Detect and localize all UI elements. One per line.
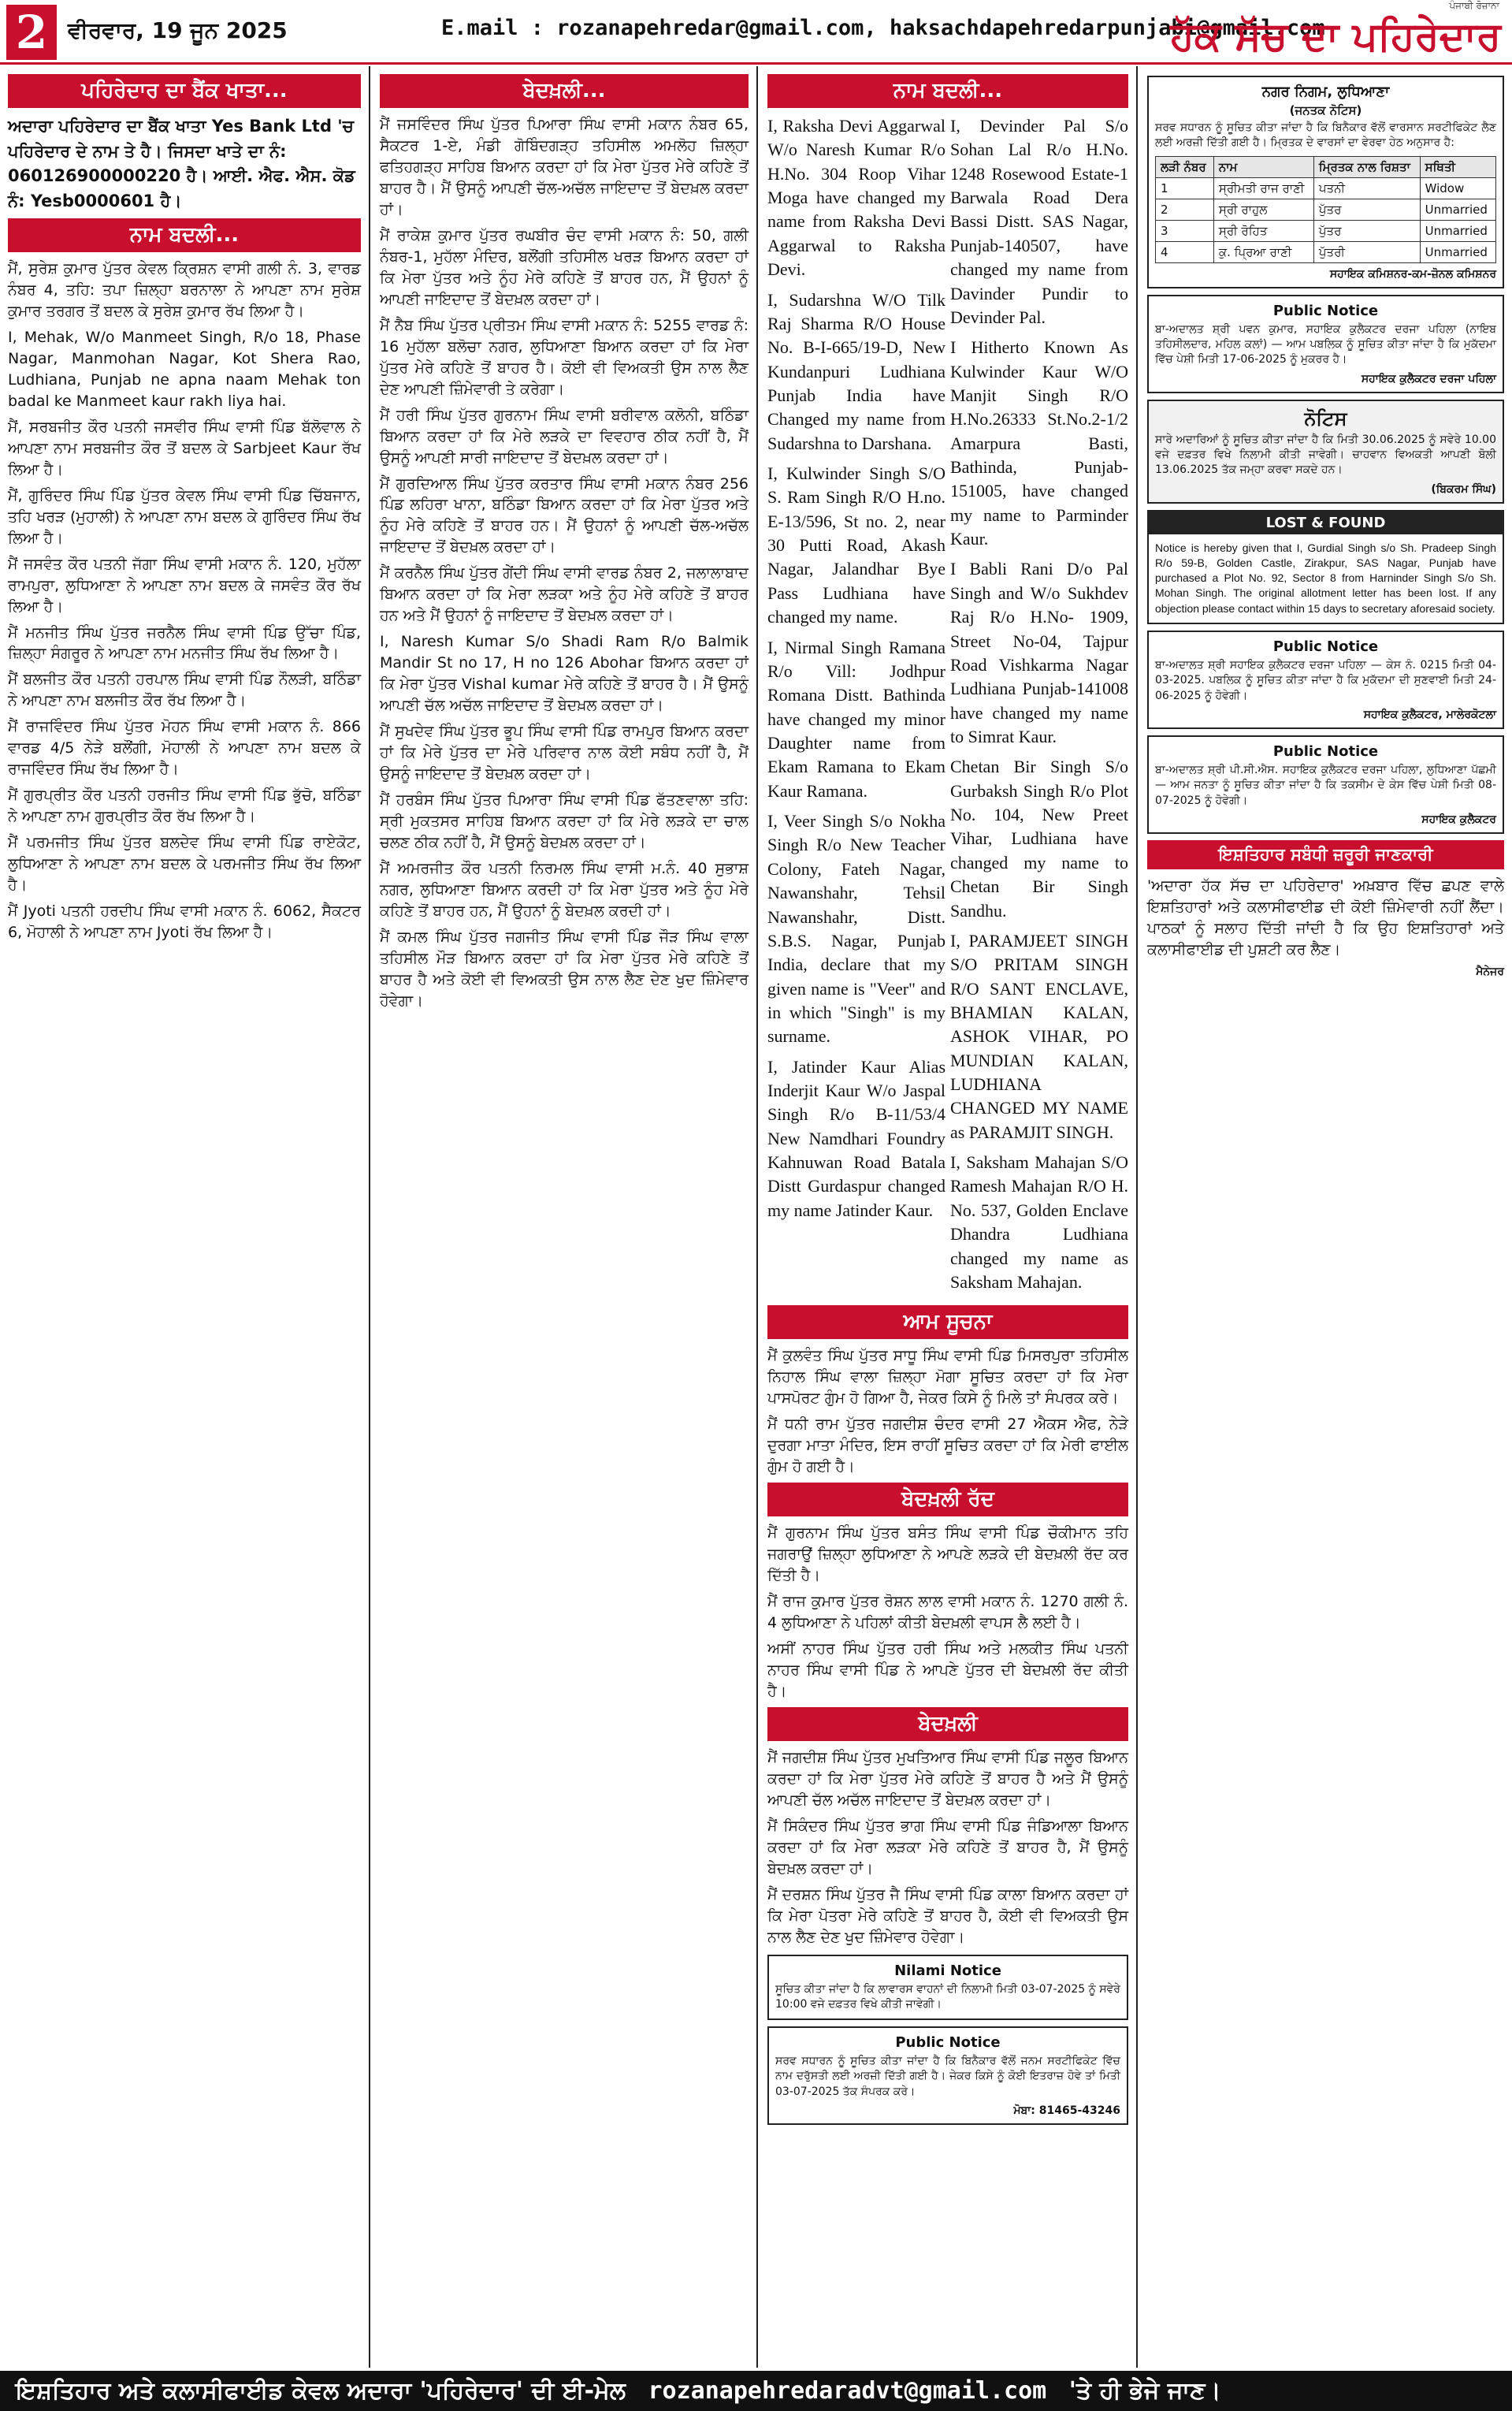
table-cell: ਪੁੱਤਰੀ: [1313, 241, 1420, 262]
list-item: ਮੈਂ ਮਨਜੀਤ ਸਿੰਘ ਪੁੱਤਰ ਜਰਨੈਲ ਸਿੰਘ ਵਾਸੀ ਪਿੰਡ ਉੱਚਾ ਪਿੰਡ, ਜ਼ਿਲ੍ਹਾ ਸੰਗਰੂਰ ਨੇ ਆਪਣਾ ਨਾਮ ਮਨਜੀਤ ਸਿੰਘ ਰੱਖ ਲਿਆ ਹੈ।: [8, 623, 361, 663]
court-notice-sign: ਸਹਾਇਕ ਕੁਲੈਕਟਰ ਦਰਜਾ ਪਹਿਲਾ: [1361, 372, 1496, 385]
table-row: [1156, 199, 1496, 220]
list-item: I, Saksham Mahajan S/O Ramesh Mahajan R/O H. No. 537, Golden Enclave Dhandra Ludhiana changed my name as Saksham Mahajan.: [950, 1152, 1128, 1292]
general-notice-heading: ਆਮ ਸੂਚਨਾ: [767, 1305, 1128, 1339]
newspaper-logo: ਹੱਕ ਸੱਚ ਦਾ ਪਹਿਰੇਦਾਰ: [1170, 13, 1501, 59]
advertising-info-sign: ਮੈਨੇਜਰ: [1476, 965, 1504, 978]
table-cell: ਕੁ. ਪ੍ਰਿਆ ਰਾਣੀ: [1213, 241, 1313, 262]
footer-left-text: ਇਸ਼ਤਿਹਾਰ ਅਤੇ ਕਲਾਸੀਫਾਈਡ ਕੇਵਲ ਅਦਾਰਾ 'ਪਹਿਰੇਦਾਰ' ਦੀ ਈ-ਮੇਲ: [16, 2377, 626, 2405]
list-item: I, Veer Singh S/o Nokha Singh R/o New Teacher Colony, Fateh Nagar, Nawanshahr, Tehsil Nawanshahr, Distt. S.B.S. Nagar, Punjab India, declare that my given name is "Veer" and in which "Singh" is my surname.: [767, 811, 945, 1047]
table-cell: ਸ੍ਰੀਮਤੀ ਰਾਜ ਰਾਣੀ: [1213, 177, 1313, 199]
auction-notice-text: ਸਾਰੇ ਅਦਾਰਿਆਂ ਨੂੰ ਸੂਚਿਤ ਕੀਤਾ ਜਾਂਦਾ ਹੈ ਕਿ ਮਿਤੀ 30.06.2025 ਨੂੰ ਸਵੇਰੇ 10.00 ਵਜੇ ਦਫ਼ਤਰ ਵਿਖੇ ਨਿਲਾਮੀ ਕੀਤੀ ਜਾਵੇਗੀ। ਚਾਹਵਾਨ ਵਿਅਕਤੀ ਆਪਣੀ ਬੋਲੀ 13.06.2025 ਤੱਕ ਜਮ੍ਹਾ ਕਰਵਾ ਸਕਦੇ ਹਨ।: [1155, 433, 1496, 477]
table-cell: 2: [1156, 199, 1214, 220]
list-item: I Babli Rani D/o Pal Singh and W/o Sukhdev Raj R/o H.No- 1909, Street No-04, Tajpur Road Vishkarma Nagar Ludhiana Punjab-141008 have changed my name to Simrat Kaur.: [950, 559, 1128, 746]
list-item: ਮੈਂ, ਸੁਰੇਸ਼ ਕੁਮਾਰ ਪੁੱਤਰ ਕੇਵਲ ਕ੍ਰਿਸ਼ਨ ਵਾਸੀ ਗਲੀ ਨੰ. 3, ਵਾਰਡ ਨੰਬਰ 4, ਤਹਿ: ਤਪਾ ਜ਼ਿਲ੍ਹਾ ਬਰਨਾਲਾ ਨੇ ਆਪਣਾ ਨਾਮ ਸੁਰੇਸ਼ ਕੁਮਾਰ ਤਰਗਰ ਤੋਂ ਬਦਲ ਕੇ ਸੁਰੇਸ਼ ਕੁਮਾਰ ਰੱਖ ਲਿਆ ਹੈ।: [8, 260, 361, 320]
list-item: ਮੈਂ ਪਰਮਜੀਤ ਸਿੰਘ ਪੁੱਤਰ ਬਲਦੇਵ ਸਿੰਘ ਵਾਸੀ ਪਿੰਡ ਰਾਏਕੋਟ, ਲੁਧਿਆਣਾ ਨੇ ਆਪਣਾ ਨਾਮ ਬਦਲ ਕੇ ਪਰਮਜੀਤ ਸਿੰਘ ਰੱਖ ਲਿਆ ਹੈ।: [8, 834, 361, 895]
issue-date: ਵੀਰਵਾਰ, 19 ਜੂਨ 2025: [68, 17, 288, 43]
disinheritance-cancelled-heading: ਬੇਦਖ਼ਲੀ ਰੱਦ: [767, 1483, 1128, 1516]
court-notice-text: ਬਾ-ਅਦਾਲਤ ਸ਼੍ਰੀ ਪੀ.ਸੀ.ਐਸ. ਸਹਾਇਕ ਕੁਲੈਕਟਰ ਦਰਜਾ ਪਹਿਲਾ, ਲੁਧਿਆਣਾ ਪੱਛਮੀ — ਆਮ ਜਨਤਾ ਨੂੰ ਸੂਚਿਤ ਕੀਤਾ ਜਾਂਦਾ ਹੈ ਕਿ ਤਕਸੀਮ ਦੇ ਕੇਸ ਵਿੱਚ ਪੇਸ਼ੀ ਮਿਤੀ 08-07-2025 ਨੂੰ ਹੋਵੇਗੀ।: [1155, 764, 1496, 807]
name-change-heading: ਨਾਮ ਬਦਲੀ...: [8, 218, 361, 252]
municipal-notice-sign: ਸਹਾਇਕ ਕਮਿਸ਼ਨਰ-ਕਮ-ਜ਼ੋਨਲ ਕਮਿਸ਼ਨਰ: [1329, 267, 1496, 281]
footer-banner: [0, 2371, 1512, 2411]
court-public-notice-3: [1147, 735, 1504, 834]
nilami-notice-title: Nilami Notice: [894, 1962, 1001, 1979]
nilami-notice: [767, 1955, 1128, 2021]
public-notice-text: ਸਰਵ ਸਧਾਰਨ ਨੂੰ ਸੂਚਿਤ ਕੀਤਾ ਜਾਂਦਾ ਹੈ ਕਿ ਬਿਨੈਕਾਰ ਵੱਲੋਂ ਜਨਮ ਸਰਟੀਫਿਕੇਟ ਵਿੱਚ ਨਾਮ ਦਰੁੱਸਤੀ ਲਈ ਅਰਜ਼ੀ ਦਿੱਤੀ ਗਈ ਹੈ। ਜੇਕਰ ਕਿਸੇ ਨੂੰ ਕੋਈ ਇਤਰਾਜ਼ ਹੋਵੇ ਤਾਂ ਮਿਤੀ 03-07-2025 ਤੱਕ ਸੰਪਰਕ ਕਰੇ।: [775, 2055, 1120, 2098]
list-item: ਮੈਂ ਰਾਜ ਕੁਮਾਰ ਪੁੱਤਰ ਰੋਸ਼ਨ ਲਾਲ ਵਾਸੀ ਮਕਾਨ ਨੰ. 1270 ਗਲੀ ਨੰ. 4 ਲੁਧਿਆਣਾ ਨੇ ਪਹਿਲਾਂ ਕੀਤੀ ਬੇਦਖ਼ਲੀ ਵਾਪਸ ਲੈ ਲਈ ਹੈ।: [767, 1592, 1128, 1632]
table-header: ਮ੍ਰਿਤਕ ਨਾਲ ਰਿਸ਼ਤਾ: [1313, 156, 1420, 177]
footer-right-text: 'ਤੇ ਹੀ ਭੇਜੇ ਜਾਣ।: [1068, 2377, 1221, 2405]
list-item: ਮੈਂ ਕੁਲਵੰਤ ਸਿੰਘ ਪੁੱਤਰ ਸਾਧੂ ਸਿੰਘ ਵਾਸੀ ਪਿੰਡ ਮਿਸਰਪੁਰਾ ਤਹਿਸੀਲ ਨਿਹਾਲ ਸਿੰਘ ਵਾਲਾ ਜ਼ਿਲ੍ਹਾ ਮੋਗਾ ਸੂਚਿਤ ਕਰਦਾ ਹਾਂ ਕਿ ਮੇਰਾ ਪਾਸਪੋਰਟ ਗੁੰਮ ਹੋ ਗਿਆ ਹੈ, ਜੇਕਰ ਕਿਸੇ ਨੂੰ ਮਿਲੇ ਤਾਂ ਸੰਪਰਕ ਕਰੇ।: [767, 1347, 1128, 1408]
list-item: I Hitherto Known As Kulwinder Kaur W/O Manjit Singh R/O H.No.26333 St.No.2-1/2 Amarpura Basti, Bathinda, Punjab-151005, have changed my name to Parminder Kaur.: [950, 337, 1128, 549]
list-item: ਅਸੀਂ ਨਾਹਰ ਸਿੰਘ ਪੁੱਤਰ ਹਰੀ ਸਿੰਘ ਅਤੇ ਮਲਕੀਤ ਸਿੰਘ ਪਤਨੀ ਨਾਹਰ ਸਿੰਘ ਵਾਸੀ ਪਿੰਡ ਨੇ ਆਪਣੇ ਪੁੱਤਰ ਦੀ ਬੇਦਖ਼ਲੀ ਰੱਦ ਕੀਤੀ ਹੈ।: [767, 1639, 1128, 1700]
table-cell: Unmarried: [1420, 199, 1495, 220]
list-item: I, PARAMJEET SINGH S/O PRITAM SINGH R/O SANT ENCLAVE, BHAMIAN KALAN, ASHOK VIHAR, PO MUNDIAN KALAN, LUDHIANA CHANGED MY NAME as PARAMJIT SINGH.: [950, 930, 1128, 1142]
list-item: ਮੈਂ ਹਰੀ ਸਿੰਘ ਪੁੱਤਰ ਗੁਰਨਾਮ ਸਿੰਘ ਵਾਸੀ ਬਰੀਵਾਲ ਕਲੋਨੀ, ਬਠਿੰਡਾ ਬਿਆਨ ਕਰਦਾ ਹਾਂ ਕਿ ਮੇਰੇ ਲੜਕੇ ਦਾ ਵਿਵਹਾਰ ਠੀਕ ਨਹੀਂ ਹੈ, ਮੈਂ ਉਸਨੂੰ ਆਪਣੀ ਸਾਰੀ ਜਾਇਦਾਦ ਤੋਂ ਬੇਦਖ਼ਲ ਕਰਦਾ ਹਾਂ।: [380, 406, 749, 467]
court-notice-text: ਬਾ-ਅਦਾਲਤ ਸ਼੍ਰੀ ਪਵਨ ਕੁਮਾਰ, ਸਹਾਇਕ ਕੁਲੈਕਟਰ ਦਰਜਾ ਪਹਿਲਾ (ਨਾਇਬ ਤਹਿਸੀਲਦਾਰ, ਮਹਿਲ ਕਲਾਂ) — ਆਮ ਪਬਲਿਕ ਨੂੰ ਸੂਚਿਤ ਕੀਤਾ ਜਾਂਦਾ ਹੈ ਕਿ ਮੁਕੱਦਮਾ ਵਿੱਚ ਪੇਸ਼ੀ ਮਿਤੀ 17-06-2025 ਨੂੰ ਮੁਕਰਰ ਹੈ।: [1155, 322, 1496, 366]
municipal-notice-text: ਸਰਵ ਸਧਾਰਨ ਨੂੰ ਸੂਚਿਤ ਕੀਤਾ ਜਾਂਦਾ ਹੈ ਕਿ ਬਿਨੈਕਾਰ ਵੱਲੋਂ ਵਾਰਸਾਨ ਸਰਟੀਫਿਕੇਟ ਲੈਣ ਲਈ ਅਰਜ਼ੀ ਦਿੱਤੀ ਗਈ ਹੈ। ਮ੍ਰਿਤਕ ਦੇ ਵਾਰਸਾਂ ਦਾ ਵੇਰਵਾ ਹੇਠ ਅਨੁਸਾਰ ਹੈ:: [1155, 121, 1496, 150]
list-item: ਮੈਂ Jyoti ਪਤਨੀ ਹਰਦੀਪ ਸਿੰਘ ਵਾਸੀ ਮਕਾਨ ਨੰ. 6062, ਸੈਕਟਰ 6, ਮੋਹਾਲੀ ਨੇ ਆਪਣਾ ਨਾਮ Jyoti ਰੱਖ ਲਿਆ ਹੈ।: [8, 902, 361, 942]
table-cell: Unmarried: [1420, 241, 1495, 262]
court-notice-sign: ਸਹਾਇਕ ਕੁਲੈਕਟਰ, ਮਾਲੇਰਕੋਟਲਾ: [1363, 709, 1496, 721]
table-cell: Unmarried: [1420, 220, 1495, 241]
court-notice-sign: ਸਹਾਇਕ ਕੁਲੈਕਟਰ: [1421, 813, 1496, 826]
list-item: ਮੈਂ ਗੁਰਨਾਮ ਸਿੰਘ ਪੁੱਤਰ ਬਸੰਤ ਸਿੰਘ ਵਾਸੀ ਪਿੰਡ ਚੌਕੀਮਾਨ ਤਹਿ ਜਗਰਾਉਂ ਜ਼ਿਲ੍ਹਾ ਲੁਧਿਆਣਾ ਨੇ ਆਪਣੇ ਲੜਕੇ ਦੀ ਬੇਦਖ਼ਲੀ ਰੱਦ ਕਰ ਦਿੱਤੀ ਹੈ।: [767, 1524, 1128, 1584]
list-item: ਮੈਂ ਜਸਵੰਤ ਕੌਰ ਪਤਨੀ ਜੱਗਾ ਸਿੰਘ ਵਾਸੀ ਮਕਾਨ ਨੰ. 120, ਮੁਹੱਲਾ ਰਾਮਪੁਰਾ, ਲੁਧਿਆਣਾ ਨੇ ਆਪਣਾ ਨਾਮ ਬਦਲ ਕੇ ਜਸਵੰਤ ਕੌਰ ਰੱਖ ਲਿਆ ਹੈ।: [8, 555, 361, 616]
list-item: ਮੈਂ ਜਸਵਿੰਦਰ ਸਿੰਘ ਪੁੱਤਰ ਪਿਆਰਾ ਸਿੰਘ ਵਾਸੀ ਮਕਾਨ ਨੰਬਰ 65, ਸੈਕਟਰ 1-ਏ, ਮੰਡੀ ਗੋਬਿੰਦਗੜ੍ਹ ਤਹਿਸੀਲ ਅਮਲੋਹ ਜ਼ਿਲ੍ਹਾ ਫਤਿਹਗੜ੍ਹ ਸਾਹਿਬ ਬਿਆਨ ਕਰਦਾ ਹਾਂ ਕਿ ਮੇਰਾ ਪੁੱਤਰ ਮੇਰੇ ਕਹਿਣੇ ਤੋਂ ਬਾਹਰ ਹੈ। ਮੈਂ ਉਸਨੂੰ ਆਪਣੀ ਚੱਲ-ਅਚੱਲ ਜਾਇਦਾਦ ਤੋਂ ਬੇਦਖ਼ਲ ਕਰਦਾ ਹਾਂ।: [380, 116, 749, 218]
list-item: ਮੈਂ ਜਗਦੀਸ਼ ਸਿੰਘ ਪੁੱਤਰ ਮੁਖਤਿਆਰ ਸਿੰਘ ਵਾਸੀ ਪਿੰਡ ਜਲੂਰ ਬਿਆਨ ਕਰਦਾ ਹਾਂ ਕਿ ਮੇਰਾ ਪੁੱਤਰ ਮੇਰੇ ਕਹਿਣੇ ਤੋਂ ਬਾਹਰ ਹੈ ਅਤੇ ਮੈਂ ਉਸਨੂੰ ਆਪਣੀ ਚੱਲ ਅਚੱਲ ਜਾਇਦਾਦ ਤੋਂ ਬੇਦਖ਼ਲ ਕਰਦਾ ਹਾਂ।: [767, 1748, 1128, 1809]
municipal-notice: [1147, 76, 1504, 288]
table-cell: 3: [1156, 220, 1214, 241]
column-3: [760, 66, 1138, 2368]
table-header: ਨਾਮ: [1213, 156, 1313, 177]
list-item: I, Jatinder Kaur Alias Inderjit Kaur W/o Jaspal Singh R/o B-11/53/4 New Namdhari Foundry Kahnuwan Road Batala Distt Gurdaspur changed my name Jatinder Kaur.: [767, 1056, 945, 1220]
lost-found-title: LOST & FOUND: [1149, 512, 1503, 534]
list-item: I, Raksha Devi Aggarwal W/o Naresh Kumar R/o H.No. 304 Roop Vihar Moga have changed my name from Raksha Devi Aggarwal to Raksha Devi.: [767, 116, 945, 280]
lost-and-found: [1147, 510, 1504, 625]
court-notice-title: Public Notice: [1272, 302, 1379, 319]
column-4: [1139, 66, 1512, 2368]
page-number: 2: [6, 5, 57, 60]
list-item: ਮੈਂ, ਸਰਬਜੀਤ ਕੌਰ ਪਤਨੀ ਜਸਵੀਰ ਸਿੰਘ ਵਾਸੀ ਪਿੰਡ ਬੱਲੋਵਾਲ ਨੇ ਆਪਣਾ ਨਾਮ ਸਰਬਜੀਤ ਕੌਰ ਤੋਂ ਬਦਲ ਕੇ Sarbjeet Kaur ਰੱਖ ਲਿਆ ਹੈ।: [8, 418, 361, 478]
auction-notice-title: ਨੋਟਿਸ: [1304, 407, 1347, 430]
lost-found-text: Notice is hereby given that I, Gurdial Singh s/o Sh. Pradeep Singh R/o 59-B, Golden Castle, Zirakpur, SAS Nagar, Punjab have purchased a Plot No. 92, Sector 8 from Harninder Singh S/o Sh. Mohan Singh. The original allotment letter has been lost. If any objection please contact within 15 days to secretary aforesaid society.: [1155, 541, 1496, 615]
table-cell: 4: [1156, 241, 1214, 262]
court-notice-text: ਬਾ-ਅਦਾਲਤ ਸ਼੍ਰੀ ਸਹਾਇਕ ਕੁਲੈਕਟਰ ਦਰਜਾ ਪਹਿਲਾ — ਕੇਸ ਨੰ. 0215 ਮਿਤੀ 04-03-2025. ਪਬਲਿਕ ਨੂੰ ਸੂਚਿਤ ਕੀਤਾ ਜਾਂਦਾ ਹੈ ਕਿ ਮੁਕੱਦਮਾ ਦੀ ਸੁਣਵਾਈ ਮਿਤੀ 24-06-2025 ਨੂੰ ਹੋਵੇਗੀ।: [1155, 659, 1496, 702]
list-item: ਮੈਂ ਗੁਰਦਿਆਲ ਸਿੰਘ ਪੁੱਤਰ ਕਰਤਾਰ ਸਿੰਘ ਵਾਸੀ ਮਕਾਨ ਨੰਬਰ 256 ਪਿੰਡ ਲਹਿਰਾ ਖਾਨਾ, ਬਠਿੰਡਾ ਬਿਆਨ ਕਰਦਾ ਹਾਂ ਕਿ ਮੇਰਾ ਪੁੱਤਰ ਅਤੇ ਨੂੰਹ ਮੇਰੇ ਕਹਿਣੇ ਤੋਂ ਬਾਹਰ ਹਨ। ਮੈਂ ਉਹਨਾਂ ਨੂੰ ਆਪਣੀ ਚੱਲ-ਅਚੱਲ ਜਾਇਦਾਦ ਤੋਂ ਬੇਦਖ਼ਲ ਕਰਦਾ ਹਾਂ।: [380, 474, 749, 556]
list-item: ਮੈਂ ਹਰਬੰਸ ਸਿੰਘ ਪੁੱਤਰ ਪਿਆਰਾ ਸਿੰਘ ਵਾਸੀ ਪਿੰਡ ਫੱਤਣਵਾਲਾ ਤਹਿ: ਸ੍ਰੀ ਮੁਕਤਸਰ ਸਾਹਿਬ ਬਿਆਨ ਕਰਦਾ ਹਾਂ ਕਿ ਮੇਰੇ ਲੜਕੇ ਦਾ ਚਾਲ ਚਲਣ ਠੀਕ ਨਹੀਂ ਹੈ, ਮੈਂ ਉਸਨੂੰ ਬੇਦਖ਼ਲ ਕਰਦਾ ਹਾਂ।: [380, 791, 749, 851]
list-item: ਮੈਂ ਅਮਰਜੀਤ ਕੌਰ ਪਤਨੀ ਨਿਰਮਲ ਸਿੰਘ ਵਾਸੀ ਮ.ਨੰ. 40 ਸੁਭਾਸ਼ ਨਗਰ, ਲੁਧਿਆਣਾ ਬਿਆਨ ਕਰਦੀ ਹਾਂ ਕਿ ਮੇਰਾ ਪੁੱਤਰ ਅਤੇ ਨੂੰਹ ਮੇਰੇ ਕਹਿਣੇ ਤੋਂ ਬਾਹਰ ਹਨ, ਮੈਂ ਉਹਨਾਂ ਨੂੰ ਬੇਦਖ਼ਲ ਕਰਦੀ ਹਾਂ।: [380, 859, 749, 920]
auction-notice-sign: (ਬਿਕਰਮ ਸਿੰਘ): [1431, 482, 1496, 496]
list-item: ਮੈਂ ਧਨੀ ਰਾਮ ਪੁੱਤਰ ਜਗਦੀਸ਼ ਚੰਦਰ ਵਾਸੀ 27 ਐਕਸ ਐਫ, ਨੇੜੇ ਦੁਰਗਾ ਮਾਤਾ ਮੰਦਿਰ, ਇਸ ਰਾਹੀਂ ਸੂਚਿਤ ਕਰਦਾ ਹਾਂ ਕਿ ਮੇਰੀ ਫਾਈਲ ਗੁੰਮ ਹੋ ਗਈ ਹੈ।: [767, 1416, 1128, 1476]
list-item: I, Naresh Kumar S/o Shadi Ram R/o Balmik Mandir St no 17, H no 126 Abohar ਬਿਆਨ ਕਰਦਾ ਹਾਂ ਕਿ ਮੇਰਾ ਪੁੱਤਰ Vishal kumar ਮੇਰੇ ਕਹਿਣੇ ਤੋਂ ਬਾਹਰ ਹੈ। ਮੈਂ ਉਸਨੂੰ ਆਪਣੀ ਚੱਲ ਅਚੱਲ ਜਾਇਦਾਦ ਤੋਂ ਬੇਦਖ਼ਲ ਕਰਦਾ ਹਾਂ।: [380, 633, 749, 715]
table-cell: ਪੁੱਤਰ: [1313, 220, 1420, 241]
table-cell: ਸ੍ਰੀ ਰਾਹੁਲ: [1213, 199, 1313, 220]
table-cell: Widow: [1420, 177, 1495, 199]
english-notices: [767, 114, 1128, 1300]
municipal-notice-title: ਨਗਰ ਨਿਗਮ, ਲੁਧਿਆਣਾ: [1261, 84, 1390, 100]
table-row: [1156, 220, 1496, 241]
list-item: I, Mehak, W/o Manmeet Singh, R/o 18, Phase Nagar, Manmohan Nagar, Kot Shera Rao, Ludhiana, Punjab ne apna naam Mehak ton badal ke Manmeet kaur rakh liya hai.: [8, 328, 361, 410]
court-notice-title: Public Notice: [1272, 638, 1379, 656]
advertising-info-heading: ਇਸ਼ਤਿਹਾਰ ਸਬੰਧੀ ਜ਼ਰੂਰੀ ਜਾਣਕਾਰੀ: [1147, 840, 1504, 869]
list-item: I, Nirmal Singh Ramana R/o Vill: Jodhpur Romana Distt. Bathinda have changed my minor Daughter name from Ekam Ramana to Ekam Kaur Ramana.: [767, 637, 945, 801]
court-public-notice-2: [1147, 631, 1504, 729]
auction-notice: [1147, 400, 1504, 504]
list-item: ਮੈਂ ਸੁਖਦੇਵ ਸਿੰਘ ਪੁੱਤਰ ਭੂਪ ਸਿੰਘ ਵਾਸੀ ਪਿੰਡ ਰਾਮਪੁਰ ਬਿਆਨ ਕਰਦਾ ਹਾਂ ਕਿ ਮੇਰੇ ਪੁੱਤਰ ਦਾ ਮੇਰੇ ਪਰਿਵਾਰ ਨਾਲ ਕੋਈ ਸਬੰਧ ਨਹੀਂ ਹੈ, ਮੈਂ ਉਸਨੂੰ ਜਾਇਦਾਦ ਤੋਂ ਬੇਦਖ਼ਲ ਕਰਦਾ ਹਾਂ।: [380, 723, 749, 783]
list-item: ਮੈਂ ਨੈਬ ਸਿੰਘ ਪੁੱਤਰ ਪ੍ਰੀਤਮ ਸਿੰਘ ਵਾਸੀ ਮਕਾਨ ਨੰ: 5255 ਵਾਰਡ ਨੰ: 16 ਮੁਹੱਲਾ ਬਲੋਚਾ ਨਗਰ, ਲੁਧਿਆਣਾ ਬਿਆਨ ਕਰਦਾ ਹਾਂ ਕਿ ਮੇਰਾ ਪੁੱਤਰ ਮੇਰੇ ਕਹਿਣੇ ਤੋਂ ਬਾਹਰ ਹੈ। ਕੋਈ ਵੀ ਵਿਅਕਤੀ ਉਸ ਨਾਲ ਲੈਣ ਦੇਣ ਆਪਣੀ ਜ਼ਿੰਮੇਵਾਰੀ ਤੇ ਕਰੇਗਾ।: [380, 316, 749, 398]
nilami-notice-text: ਸੂਚਿਤ ਕੀਤਾ ਜਾਂਦਾ ਹੈ ਕਿ ਲਾਵਾਰਸ ਵਾਹਨਾਂ ਦੀ ਨਿਲਾਮੀ ਮਿਤੀ 03-07-2025 ਨੂੰ ਸਵੇਰੇ 10:00 ਵਜੇ ਦਫ਼ਤਰ ਵਿਖੇ ਕੀਤੀ ਜਾਵੇਗੀ।: [775, 1982, 1120, 2011]
list-item: ਮੈਂ ਗੁਰਪ੍ਰੀਤ ਕੌਰ ਪਤਨੀ ਹਰਜੀਤ ਸਿੰਘ ਵਾਸੀ ਪਿੰਡ ਭੁੱਚੋ, ਬਠਿੰਡਾ ਨੇ ਆਪਣਾ ਨਾਮ ਗੁਰਪ੍ਰੀਤ ਕੌਰ ਰੱਖ ਲਿਆ ਹੈ।: [8, 787, 361, 826]
list-item: ਮੈਂ ਰਾਜਵਿੰਦਰ ਸਿੰਘ ਪੁੱਤਰ ਮੋਹਨ ਸਿੰਘ ਵਾਸੀ ਮਕਾਨ ਨੰ. 866 ਵਾਰਡ 4/5 ਨੇੜੇ ਬਲੌਂਗੀ, ਮੋਹਾਲੀ ਨੇ ਆਪਣਾ ਨਾਮ ਬਦਲ ਕੇ ਰਾਜਵਿੰਦਰ ਸਿੰਘ ਰੱਖ ਲਿਆ ਹੈ।: [8, 718, 361, 779]
column-1: [0, 66, 370, 2368]
list-item: ਮੈਂ ਕਰਨੈਲ ਸਿੰਘ ਪੁੱਤਰ ਗੇਂਦੀ ਸਿੰਘ ਵਾਸੀ ਵਾਰਡ ਨੰਬਰ 2, ਜਲਾਲਾਬਾਦ ਬਿਆਨ ਕਰਦਾ ਹਾਂ ਕਿ ਮੇਰਾ ਲੜਕਾ ਅਤੇ ਨੂੰਹ ਮੇਰੇ ਕਹਿਣੇ ਤੋਂ ਬਾਹਰ ਹਨ ਅਤੇ ਮੈਂ ਉਹਨਾਂ ਨੂੰ ਜਾਇਦਾਦ ਤੋਂ ਬੇਦਖ਼ਲ ਕਰਦਾ ਹਾਂ।: [380, 564, 749, 625]
disinheritance-heading-2: ਬੇਦਖ਼ਲੀ: [767, 1707, 1128, 1741]
disinheritance-heading: ਬੇਦਖ਼ਲੀ...: [380, 74, 749, 108]
heirs-table: [1155, 156, 1496, 263]
table-cell: 1: [1156, 177, 1214, 199]
list-item: Chetan Bir Singh S/o Gurbaksh Singh R/o Plot No. 104, New Preet Vihar, Ludhiana have changed my name to Chetan Bir Singh Sandhu.: [950, 757, 1128, 921]
table-row: [1156, 177, 1496, 199]
bank-account-text: ਅਦਾਰਾ ਪਹਿਰੇਦਾਰ ਦਾ ਬੈਂਕ ਖਾਤਾ Yes Bank Ltd 'ਚ ਪਹਿਰੇਦਾਰ ਦੇ ਨਾਮ ਤੇ ਹੈ। ਜਿਸਦਾ ਖਾਤੇ ਦਾ ਨੰ: 060126900000220 ਹੈ। ਆਈ. ਐਫ. ਐਸ. ਕੋਡ ਨੰ: Yesb0000601 ਹੈ।: [8, 117, 355, 210]
footer-email-link[interactable]: rozanapehredaradvt@gmail.com: [648, 2377, 1047, 2405]
table-cell: ਪਤਨੀ: [1313, 177, 1420, 199]
public-notice-title: Public Notice: [895, 2034, 1001, 2052]
masthead: [0, 0, 1512, 65]
public-notice-contact: ਮੋਬਾ: 81465-43246: [1013, 2104, 1120, 2118]
bank-account-heading: ਪਹਿਰੇਦਾਰ ਦਾ ਬੈਂਕ ਖਾਤਾ...: [8, 74, 361, 108]
english-name-change-heading: ਨਾਮ ਬਦਲੀ...: [767, 74, 1128, 108]
list-item: ਮੈਂ ਰਾਕੇਸ਼ ਕੁਮਾਰ ਪੁੱਤਰ ਰਘਬੀਰ ਚੰਦ ਵਾਸੀ ਮਕਾਨ ਨੰ: 50, ਗਲੀ ਨੰਬਰ-1, ਮੁਹੱਲਾ ਮੰਦਿਰ, ਬਲੌਂਗੀ ਤਹਿਸੀਲ ਖਰੜ ਬਿਆਨ ਕਰਦਾ ਹਾਂ ਕਿ ਮੇਰਾ ਪੁੱਤਰ ਅਤੇ ਨੂੰਹ ਮੇਰੇ ਕਹਿਣੇ ਤੋਂ ਬਾਹਰ ਹਨ, ਮੈਂ ਉਹਨਾਂ ਨੂੰ ਆਪਣੀ ਜਾਇਦਾਦ ਤੋਂ ਬੇਦਖ਼ਲ ਕਰਦਾ ਹਾਂ।: [380, 226, 749, 308]
list-item: ਮੈਂ, ਗੁਰਿੰਦਰ ਸਿੰਘ ਪਿੰਡ ਪੁੱਤਰ ਕੇਵਲ ਸਿੰਘ ਵਾਸੀ ਪਿੰਡ ਚਿੱਬਜਾਨ, ਤਹਿ ਖਰੜ (ਮੁਹਾਲੀ) ਨੇ ਆਪਣਾ ਨਾਮ ਬਦਲ ਕੇ ਗੁਰਿੰਦਰ ਸਿੰਘ ਰੱਖ ਲਿਆ ਹੈ।: [8, 486, 361, 547]
brand-tagline: ਪੰਜਾਬੀ ਰੋਜ਼ਾਨਾ: [1449, 0, 1499, 11]
court-public-notice-1: [1147, 295, 1504, 393]
list-item: I, Devinder Pal S/o Sohan Lal R/o H.No. 1248 Rosewood Estate-1 Barwala Road Dera Bassi Distt. SAS Nagar, Punjab-140507, have changed my name from Davinder Pundir to Devinder Pal.: [950, 116, 1128, 327]
advertising-info-text: 'ਅਦਾਰਾ ਹੱਕ ਸੱਚ ਦਾ ਪਹਿਰੇਦਾਰ' ਅਖ਼ਬਾਰ ਵਿੱਚ ਛਪਣ ਵਾਲੇ ਇਸ਼ਤਿਹਾਰਾਂ ਅਤੇ ਕਲਾਸੀਫਾਈਡ ਦੀ ਕੋਈ ਜ਼ਿੰਮੇਵਾਰੀ ਨਹੀਂ ਲੈਂਦਾ। ਪਾਠਕਾਂ ਨੂੰ ਸਲਾਹ ਦਿੱਤੀ ਜਾਂਦੀ ਹੈ ਕਿ ਉਹ ਇਸ਼ਤਿਹਾਰਾਂ ਅਤੇ ਕਲਾਸੀਫਾਈਡ ਦੀ ਪੁਸ਼ਟੀ ਕਰ ਲੈਣ।: [1147, 876, 1504, 958]
list-item: ਮੈਂ ਬਲਜੀਤ ਕੌਰ ਪਤਨੀ ਹਰਪਾਲ ਸਿੰਘ ਵਾਸੀ ਪਿੰਡ ਨੌਲੜੀ, ਬਠਿੰਡਾ ਨੇ ਆਪਣਾ ਨਾਮ ਬਲਜੀਤ ਕੌਰ ਰੱਖ ਲਿਆ ਹੈ।: [8, 671, 361, 710]
list-item: I, Kulwinder Singh S/O S. Ram Singh R/O H.no. E-13/596, St no. 2, near 30 Putti Road, Akash Nagar, Jalandhar Bye Pass Ludhiana have changed my name.: [767, 463, 945, 627]
public-notice: [767, 2026, 1128, 2125]
table-header: ਸਥਿਤੀ: [1420, 156, 1495, 177]
list-item: ਮੈਂ ਸਿਕੰਦਰ ਸਿੰਘ ਪੁੱਤਰ ਭਾਗ ਸਿੰਘ ਵਾਸੀ ਪਿੰਡ ਜੰਡਿਆਲਾ ਬਿਆਨ ਕਰਦਾ ਹਾਂ ਕਿ ਮੇਰਾ ਲੜਕਾ ਮੇਰੇ ਕਹਿਣੇ ਤੋਂ ਬਾਹਰ ਹੈ, ਮੈਂ ਉਸਨੂੰ ਬੇਦਖ਼ਲ ਕਰਦਾ ਹਾਂ।: [767, 1817, 1128, 1877]
list-item: ਮੈਂ ਦਰਸ਼ਨ ਸਿੰਘ ਪੁੱਤਰ ਜੈ ਸਿੰਘ ਵਾਸੀ ਪਿੰਡ ਕਾਲਾ ਬਿਆਨ ਕਰਦਾ ਹਾਂ ਕਿ ਮੇਰਾ ਪੋਤਰਾ ਮੇਰੇ ਕਹਿਣੇ ਤੋਂ ਬਾਹਰ ਹੈ, ਕੋਈ ਵੀ ਵਿਅਕਤੀ ਉਸ ਨਾਲ ਲੈਣ ਦੇਣ ਖੁਦ ਜ਼ਿੰਮੇਵਾਰ ਹੋਵੇਗਾ।: [767, 1885, 1128, 1946]
column-2: [372, 66, 758, 2368]
contact-emails: E.mail : rozanapehredar@gmail.com, haksachdapehredarpunjabi@gmail.com: [441, 16, 1325, 40]
table-row: [1156, 241, 1496, 262]
table-header: ਲੜੀ ਨੰਬਰ: [1156, 156, 1214, 177]
list-item: I, Sudarshna W/O Tilk Raj Sharma R/O House No. B-I-665/19-D, New Kundanpuri Ludhiana Punjab India have Changed my name from Sudarshna to Darshana.: [767, 289, 945, 453]
table-cell: ਪੁੱਤਰ: [1313, 199, 1420, 220]
court-notice-title: Public Notice: [1272, 743, 1379, 760]
municipal-notice-subtitle: (ਜਨਤਕ ਨੋਟਿਸ): [1289, 103, 1362, 117]
list-item: ਮੈਂ ਕਮਲ ਸਿੰਘ ਪੁੱਤਰ ਜਗਜੀਤ ਸਿੰਘ ਵਾਸੀ ਪਿੰਡ ਜੌੜ ਸਿੰਘ ਵਾਲਾ ਤਹਿਸੀਲ ਮੌੜ ਬਿਆਨ ਕਰਦਾ ਹਾਂ ਕਿ ਮੇਰਾ ਪੁੱਤਰ ਮੇਰੇ ਕਹਿਣੇ ਤੋਂ ਬਾਹਰ ਹੈ ਅਤੇ ਕੋਈ ਵੀ ਵਿਅਕਤੀ ਉਸ ਨਾਲ ਲੈਣ ਦੇਣ ਖੁਦ ਜ਼ਿੰਮੇਵਾਰ ਹੋਵੇਗਾ।: [380, 928, 749, 1010]
table-cell: ਸ੍ਰੀ ਰੋਹਿਤ: [1213, 220, 1313, 241]
